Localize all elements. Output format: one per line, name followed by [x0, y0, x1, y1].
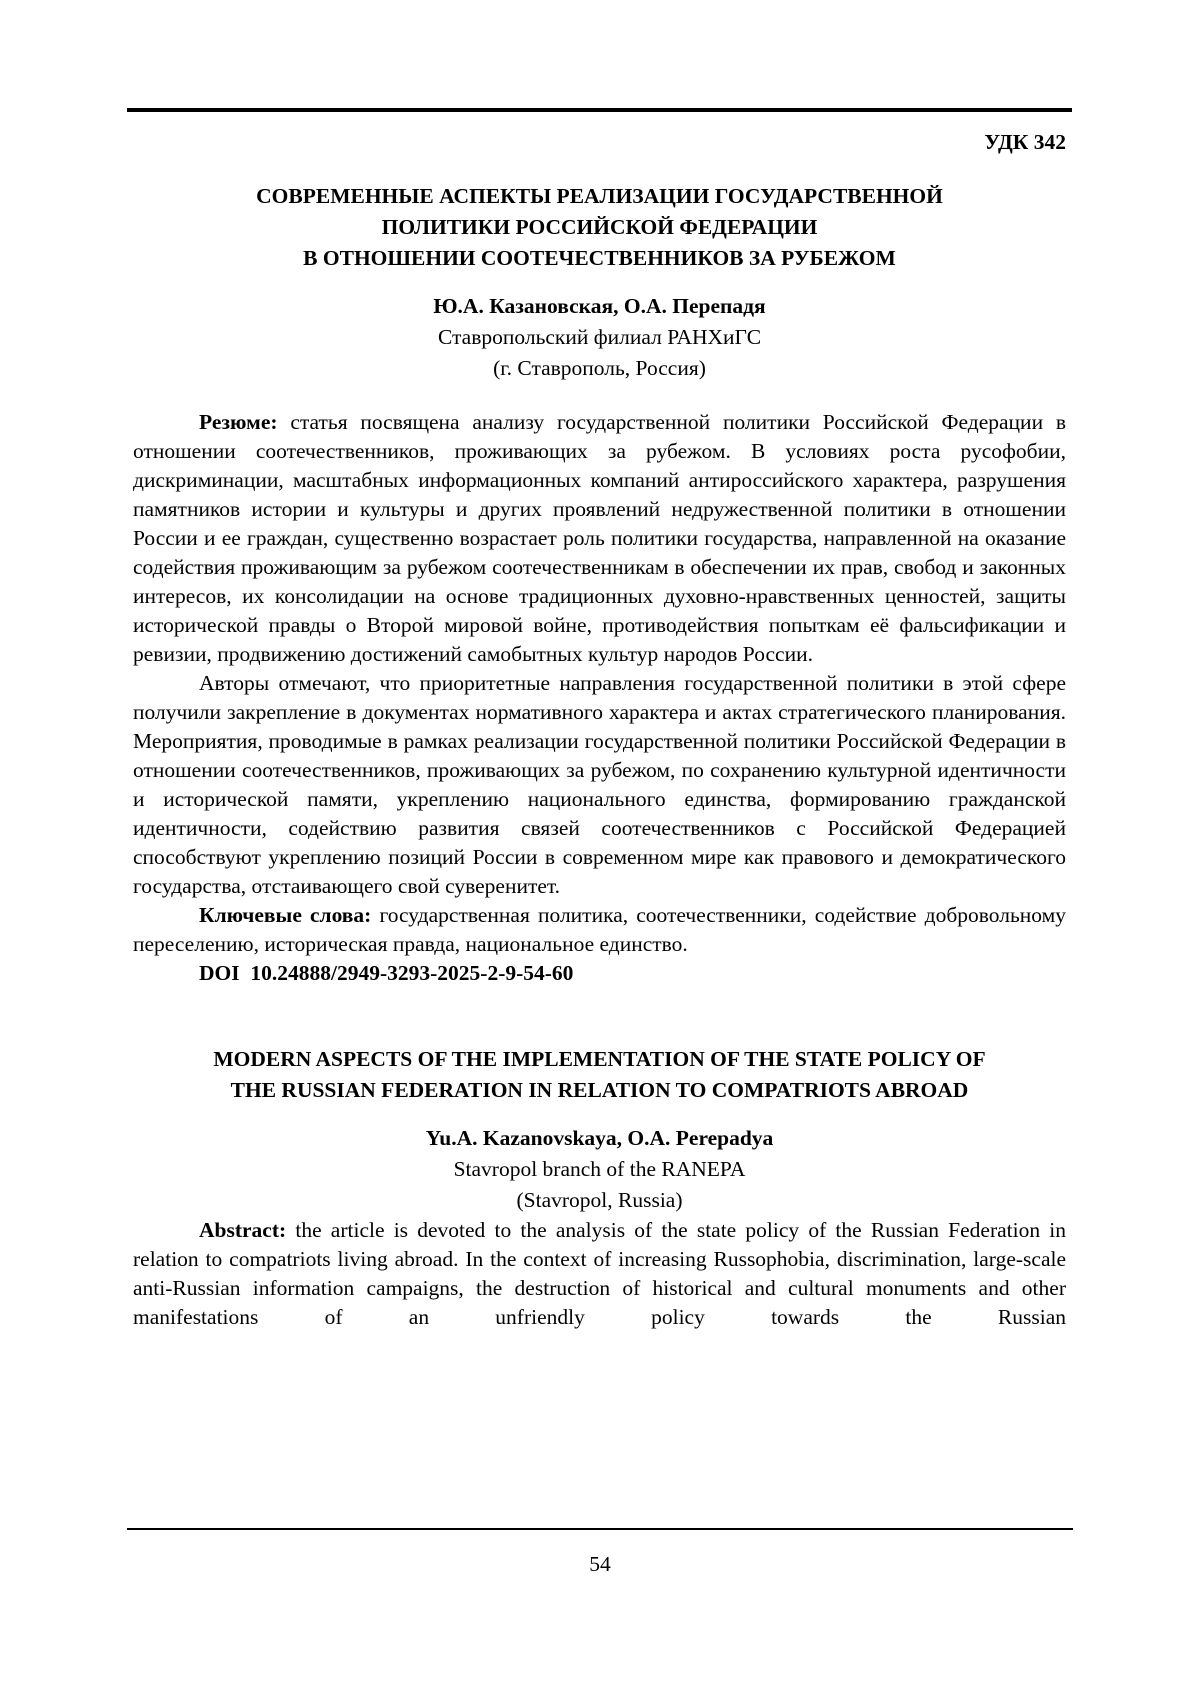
abstract-ru-text: статья посвящена анализу государственной политики Российской Федерации в отношении соотечественников, проживающих за рубежом. В условиях роста русофобии, дискриминации, масштабных информационных компаний антироссийского характера, разрушения памятников истории и культуры и других проявлений недружественной политики в отношении России и ее граждан, существенно возрастает роль политики государства, направленной на оказание содействия проживающим за рубежом соотечественникам в обеспечении их прав, свобод и законных интересов, их консолидации на основе традиционных духовно-нравственных ценностей, защиты исторической правды о Второй мировой войне, противодействия попыткам её фальсификации и ревизии, продвижению достижений самобытных культур народов России. — [133, 410, 1066, 666]
bottom-rule — [127, 1528, 1073, 1530]
article-title-ru-line: В ОТНОШЕНИИ СООТЕЧЕСТВЕННИКОВ ЗА РУБЕЖОМ — [303, 246, 896, 270]
article-title-en-line: THE RUSSIAN FEDERATION IN RELATION TO COMPATRIOTS ABROAD — [230, 1078, 969, 1102]
article-title-ru-line: ПОЛИТИКИ РОССИЙСКОЙ ФЕДЕРАЦИИ — [381, 215, 818, 239]
location-ru: (г. Ставрополь, Россия) — [493, 356, 706, 380]
abstract-en — [133, 1216, 1066, 1332]
article-title-ru-line: СОВРЕМЕННЫЕ АСПЕКТЫ РЕАЛИЗАЦИИ ГОСУДАРСТВЕННОЙ — [256, 184, 943, 208]
abstract-en-label: Abstract: — [199, 1218, 287, 1242]
abstract-ru-paragraph-2: Авторы отмечают, что приоритетные направления государственной политики в этой сфере получили закрепление в документах нормативного характера и актах стратегического планирования. Мероприятия, проводимые в рамках реализации государственной политики Российской Федерации в отношении соотечественников, проживающих за рубежом, по сохранению культурной идентичности и исторической памяти, укреплению национального единства, формированию гражданской идентичности, содействию развития связей соотечественников с Российской Федерацией способствуют укреплению позиций России в современном мире как правового и демократического государства, отстаивающего свой суверенитет. — [133, 671, 1066, 898]
abstract-ru-block — [133, 408, 1066, 988]
location-en: (Stavropol, Russia) — [516, 1188, 683, 1212]
affiliation-en: Stavropol branch of the RANEPA — [453, 1157, 746, 1181]
article-title-ru — [133, 181, 1066, 274]
page-number: 54 — [589, 1552, 611, 1576]
abstract-en-text: the article is devoted to the analysis of the state policy of the Russian Federation in relation to compatriots living abroad. In the context of increasing Russophobia, discrimination, large-scale anti-Russian information campaigns, the destruction of historical and cultural monuments and other manifestations of an unfriendly policy towards the Russian — [133, 1218, 1067, 1329]
doi: DOI 10.24888/2949-3293-2025-2-9-54-60 — [199, 961, 574, 985]
udc-code: УДК 342 — [984, 130, 1066, 154]
article-title-en — [133, 1044, 1066, 1106]
abstract-ru — [133, 408, 1066, 669]
top-rule — [127, 108, 1072, 112]
article-title-en-line: MODERN ASPECTS OF THE IMPLEMENTATION OF THE STATE POLICY OF — [213, 1047, 986, 1071]
affiliation-ru: Ставропольский филиал РАНХиГС — [437, 325, 762, 349]
authors-ru: Ю.А. Казановская, О.А. Перепадя — [433, 294, 766, 318]
byline-ru — [133, 291, 1066, 384]
authors-en: Yu.A. Kazanovskaya, O.A. Perepadya — [425, 1126, 774, 1150]
keywords-ru — [133, 901, 1066, 959]
keywords-ru-text: государственная политика, соотечественники, содействие добровольному переселению, историческая правда, национальное единство. — [133, 903, 1067, 956]
keywords-ru-label: Ключевые слова: — [199, 903, 372, 927]
byline-en — [133, 1123, 1066, 1216]
abstract-ru-label: Резюме: — [199, 410, 278, 434]
